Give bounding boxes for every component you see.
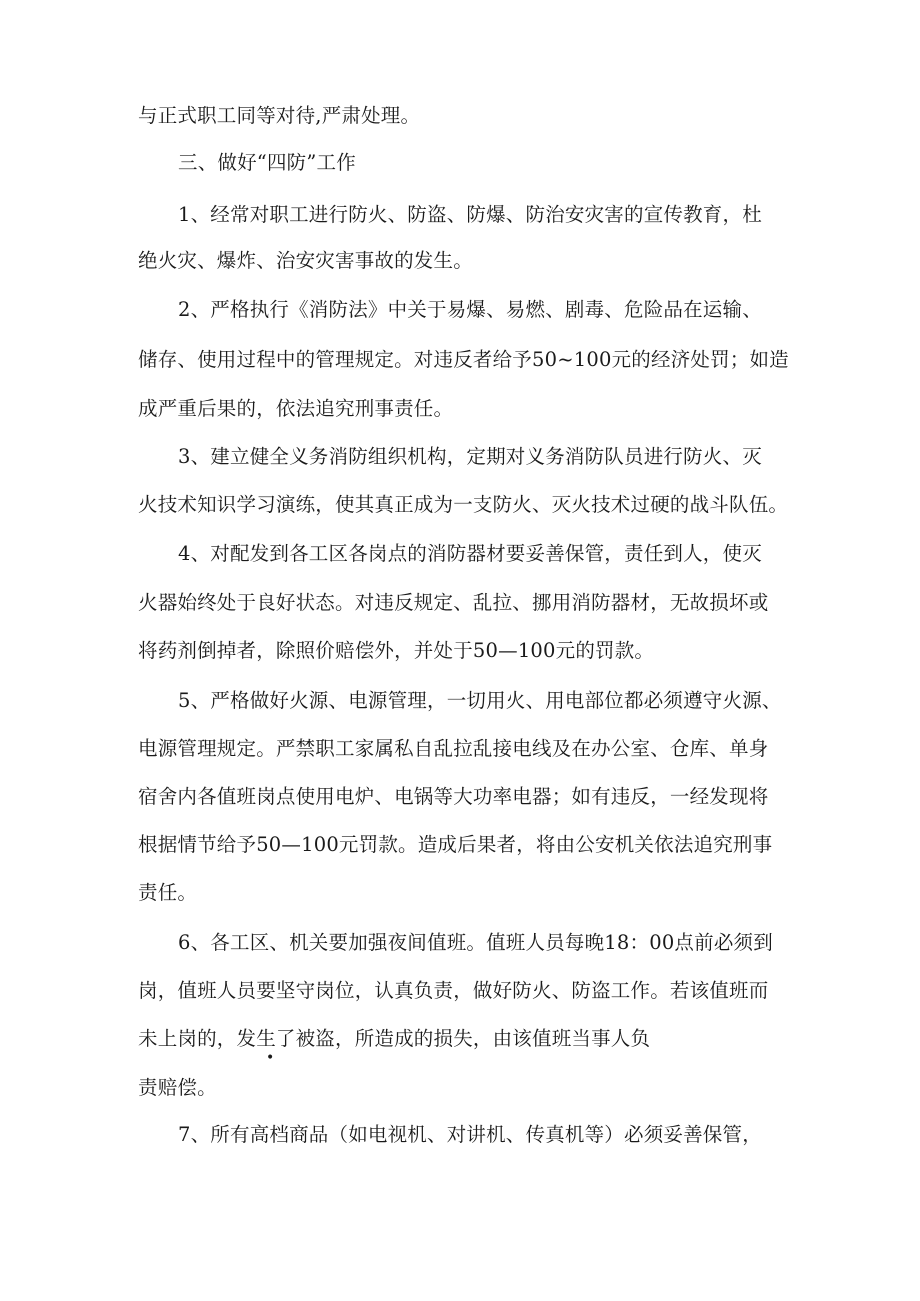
text-line-5: 2、严格执行《消防法》中关于易爆、易燃、剧毒、危险品在运输、 [178, 298, 762, 321]
text-line-19: 岗，值班人员要坚守岗位，认真负责，做好防火、防盗工作。若该值班而 [138, 979, 769, 1002]
text-line-6: 储存、使用过程中的管理规定。对违反者给予50~100元的经济处罚；如造 [138, 348, 789, 371]
section-heading: 三、做好“四防”工作 [178, 151, 356, 174]
text-line-1: 与正式职工同等对待,严肃处理。 [138, 104, 421, 127]
bullet-dot: • [266, 1050, 275, 1066]
text-line-12: 将药剂倒掉者，除照价赔偿外，并处于50—100元的罚款。 [138, 639, 655, 662]
text-line-21: 责赔偿。 [138, 1076, 217, 1099]
text-line-14: 电源管理规定。严禁职工家属私自乱拉乱接电线及在办公室、仓库、单身 [138, 737, 769, 760]
text-line-4: 绝火灾、爆炸、治安灾害事故的发生。 [138, 249, 473, 272]
text-line-16: 根据情节给予50—100元罚款。造成后果者，将由公安机关依法追究刑事 [138, 833, 773, 856]
text-line-3: 1、经常对职工进行防火、防盗、防爆、防治安灾害的宣传教育，杜 [178, 203, 762, 226]
text-line-18: 6、各工区、机关要加强夜间值班。值班人员每晚18：00点前必须到 [178, 931, 773, 954]
text-line-8: 3、建立健全义务消防组织机构，定期对义务消防队员进行防火、灭 [178, 445, 762, 468]
text-line-17: 责任。 [138, 881, 198, 904]
text-line-15: 宿舍内各值班岗点使用电炉、电锅等大功率电器；如有违反，一经发现将 [138, 785, 769, 808]
text-line-7: 成严重后果的，依法追究刑事责任。 [138, 397, 454, 420]
text-line-20: 未上岗的，发生了被盗，所造成的损失，由该值班当事人负 [138, 1027, 651, 1050]
text-line-22: 7、所有高档商品（如电视机、对讲机、传真机等）必须妥善保管， [178, 1123, 762, 1146]
text-line-9: 火技术知识学习演练，使其真正成为一支防火、灭火技术过硬的战斗队伍。 [138, 493, 789, 516]
text-line-11: 火器始终处于良好状态。对违反规定、乱拉、挪用消防器材，无故损坏或 [138, 591, 769, 614]
text-line-10: 4、对配发到各工区各岗点的消防器材要妥善保管，责任到人，使灭 [178, 542, 762, 565]
text-line-13: 5、严格做好火源、电源管理，一切用火、用电部位都必须遵守火源、 [178, 689, 782, 712]
